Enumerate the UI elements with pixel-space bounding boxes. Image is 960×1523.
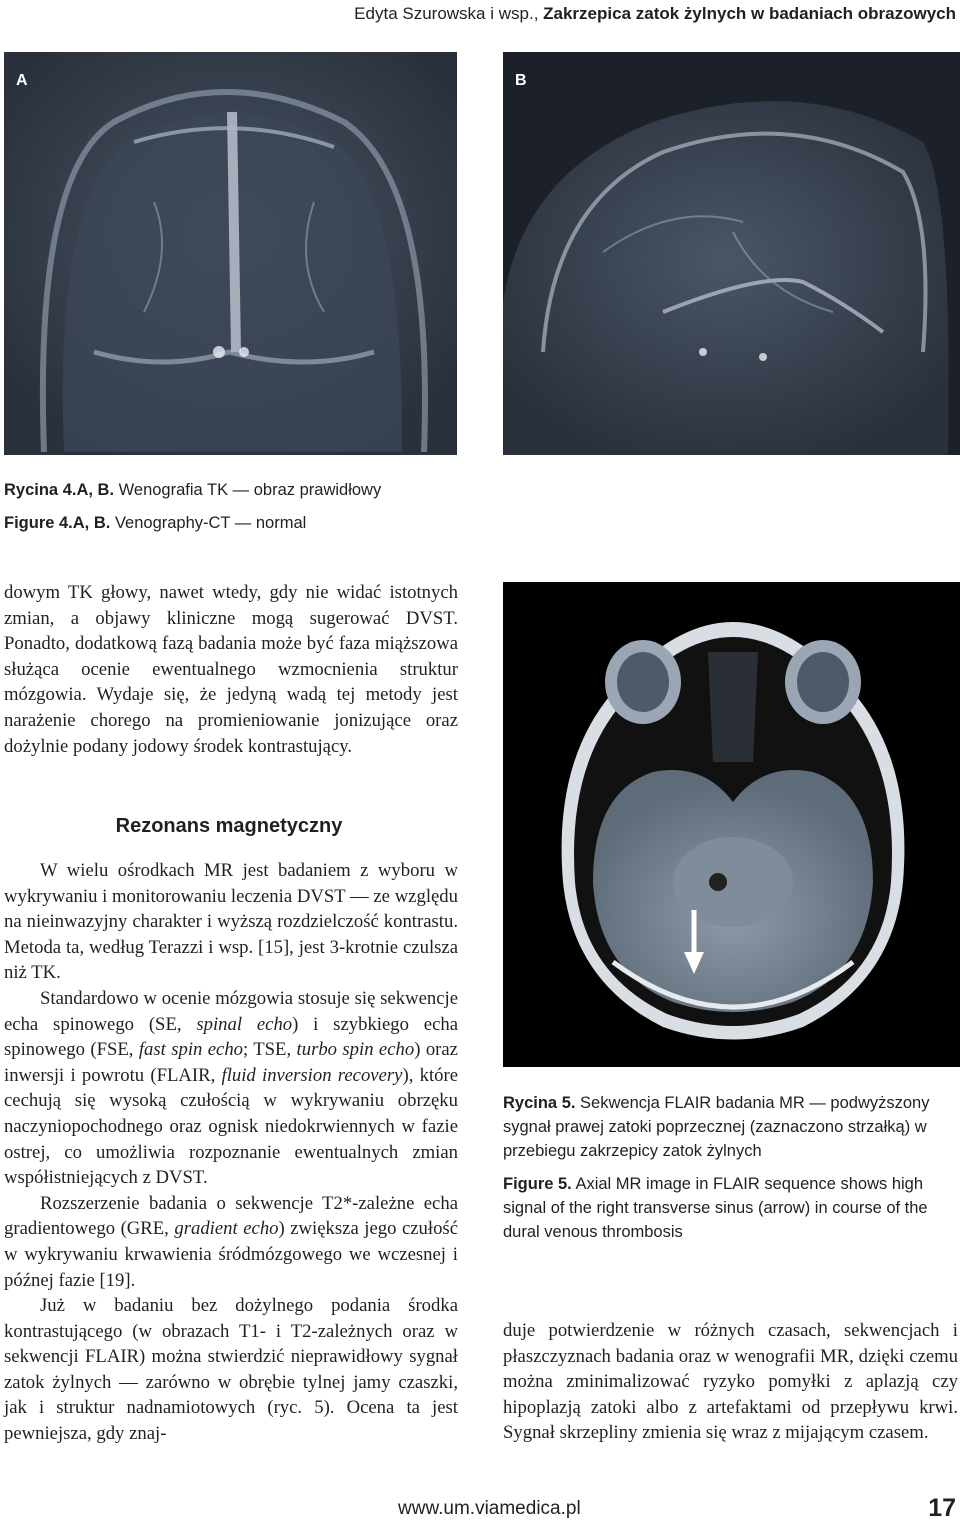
paragraph-3-t2: ) zwiększa jego czułość w wykrywaniu krwawienia śródmózgowego we wczesnej i późnej fazie [19]. xyxy=(4,1218,458,1291)
paragraph-3-t1: Rozszerzenie badania o sekwencje T2*-zależne echa gradientowego (GRE, xyxy=(4,1192,458,1240)
figure-4-caption-en-text: Venography-CT — normal xyxy=(110,514,307,532)
continuation-paragraph: duje potwierdzenie w różnych czasach, sekwencjach i płaszczyznach badania oraz w wenografii MR, dzięki czemu można zminimalizować ryzyko pomyłki z aplazją czy hipoplazją zatoki albo z artefaktami od przepływu krwi. Sygnał skrzepliny zmienia się wraz z mijającym czasem. xyxy=(503,1320,958,1444)
paragraph-1: W wielu ośrodkach MR jest badaniem z wyboru w wykrywaniu i monitorowaniu leczenia DVST — ze względu na nieinwazyjny charakter i wyższą rozdzielczość kontrastu. Metoda ta, według Terazzi i wsp. [15], jest 3-krotnie czulsza niż TK. xyxy=(4,860,458,984)
ct-venography-coronal-illustration xyxy=(4,52,457,455)
running-head-separator: , xyxy=(533,4,544,23)
panel-b-label: B xyxy=(515,72,527,89)
section-heading: Rezonans magnetyczny xyxy=(115,815,343,837)
figure-5-caption-pl-label: Rycina 5. xyxy=(503,1094,576,1112)
body-column-left xyxy=(4,858,458,1447)
footer-url: www.um.viamedica.pl xyxy=(398,1498,581,1519)
paragraph-2 xyxy=(4,986,458,1191)
figure-5-image xyxy=(503,582,960,1067)
paragraph-2-t4: ) oraz inwersji i powrotu (FLAIR, xyxy=(4,1039,458,1086)
paragraph-2-i3: turbo spin echo xyxy=(296,1039,415,1061)
running-head-authors: Edyta Szurowska i wsp. xyxy=(354,4,534,23)
figure-5-caption-pl xyxy=(503,1091,958,1163)
paragraph-2-t5: ), które cechują się wysoką czułością w wykrywaniu obrzęku naczyniopochodnego oraz ognisk niedokrwiennych w fazie ostrej, co umożliwia rozpoznanie ewentualnych zmian współistniejących z DVST. xyxy=(4,1064,458,1189)
paragraph-2-i2: fast spin echo xyxy=(138,1039,244,1061)
page-number: 17 xyxy=(928,1494,956,1522)
figure-4-caption-pl xyxy=(4,478,504,502)
figure-5-caption-en-label: Figure 5. xyxy=(503,1175,572,1193)
figure-4-caption-en xyxy=(4,511,504,535)
body-column-right xyxy=(503,1318,958,1446)
paragraph-2-t2: ) i szybkiego echa spinowego (FSE, xyxy=(4,1013,458,1061)
panel-a-label: A xyxy=(16,72,28,89)
paragraph-2-i1: spinal echo xyxy=(196,1013,293,1035)
figure-4-caption-pl-label: Rycina 4.A, B. xyxy=(4,481,115,499)
paragraph-2-t1: Standardowo w ocenie mózgowia stosuje się sekwencje echa spinowego (SE, xyxy=(4,987,458,1035)
running-head xyxy=(300,4,956,28)
intro-paragraph-block xyxy=(4,580,458,759)
paragraph-3 xyxy=(4,1191,458,1293)
figure-5-caption-en-text: Axial MR image in FLAIR sequence shows high signal of the right transverse sinus (arrow) in course of the dural venous thrombosis xyxy=(503,1175,928,1241)
figure-4-caption-pl-text: Wenografia TK — obraz prawidłowy xyxy=(114,481,382,499)
figure-4a-image xyxy=(4,52,457,455)
paragraph-3-i1: gradient echo xyxy=(174,1218,279,1240)
figure-5-caption-pl-text: Sekwencja FLAIR badania MR — podwyższony sygnał prawej zatoki poprzecznej (zaznaczono strzałką) w przebiegu zakrzepicy zatok żylnych xyxy=(503,1094,930,1160)
paragraph-2-t3: ; TSE, xyxy=(243,1039,297,1061)
running-head-title: Zakrzepica zatok żylnych w badaniach obrazowych xyxy=(543,4,956,23)
figure-4b-image xyxy=(503,52,960,455)
ct-venography-sagittal-illustration xyxy=(503,52,960,455)
mri-flair-axial-illustration xyxy=(503,582,960,1067)
figure-5-caption-en xyxy=(503,1172,958,1244)
figure-4-caption-en-label: Figure 4.A, B. xyxy=(4,514,111,532)
intro-paragraph: dowym TK głowy, nawet wtedy, gdy nie widać istotnych zmian, a objawy kliniczne mogą sugerować DVST. Ponadto, dodatkową fazą badania może być faza miąższowa służąca ocenie ewentualnego wzmocnienia struktur mózgowia. Wydaje się, że jedyną wadą tej metody jest narażenie chorego na promieniowanie jonizujące oraz dożylnie podany jodowy środek kontrastujący. xyxy=(4,582,458,757)
paragraph-4: Już w badaniu bez dożylnego podania środka kontrastującego (w obrazach T1- i T2-zależnych oraz w sekwencji FLAIR) można stwierdzić nieprawidłowy sygnał zatok żylnych — zarówno w obrębie tylnej jamy czaszki, jak i struktur nadnamiotowych (ryc. 5). Ocena ta jest pewniejsza, gdy znaj- xyxy=(4,1295,458,1445)
paragraph-2-i4: fluid inversion recovery xyxy=(221,1064,403,1086)
